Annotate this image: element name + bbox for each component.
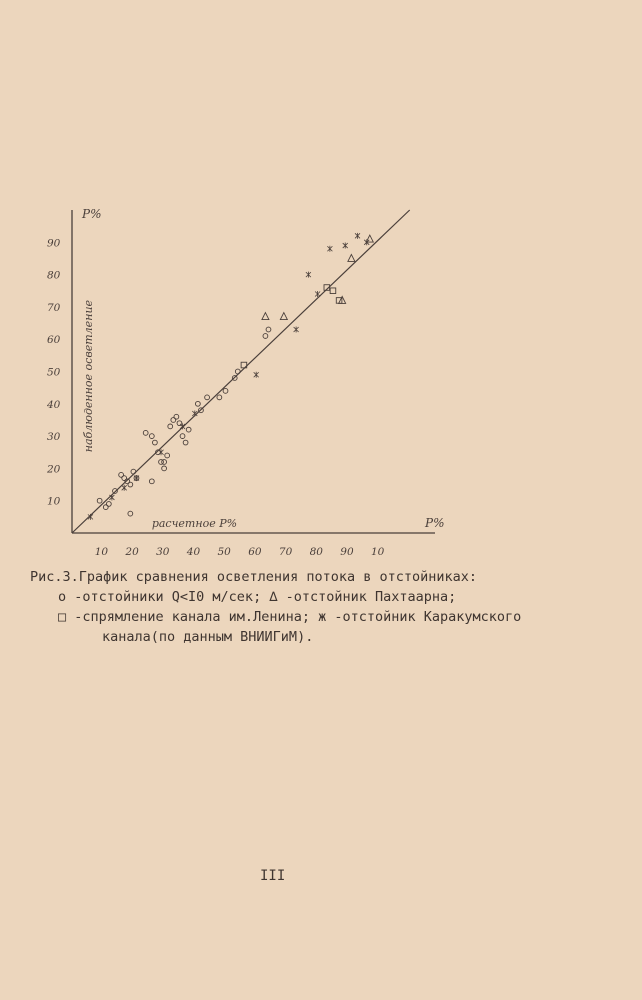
circle-point (223, 388, 228, 393)
x-tick-label: 80 (309, 546, 323, 558)
x-tick-label: 70 (278, 546, 293, 558)
circle-point (128, 511, 133, 516)
circle-point (180, 434, 185, 439)
circle-point (162, 460, 167, 465)
y-tick-label: 10 (47, 495, 61, 508)
star-point (122, 485, 127, 491)
star-point (109, 494, 114, 500)
y-tick-label: 30 (47, 431, 61, 444)
reference-line (72, 210, 410, 533)
circle-point (162, 466, 167, 471)
y-tick-label: 80 (47, 269, 61, 282)
caption-title: Рис.3.График сравнения осветления потока в отстойниках: (30, 569, 478, 585)
y-tick-label: 60 (47, 334, 61, 347)
triangle-point (348, 254, 355, 261)
y-tick-label: 90 (47, 237, 61, 250)
star-point (343, 243, 348, 249)
star-point (327, 246, 332, 252)
circle-point (263, 334, 268, 339)
star-point (355, 233, 360, 239)
circle-point (174, 414, 179, 419)
circle-point (235, 369, 240, 374)
square-point (330, 288, 336, 294)
y-tick-label: 70 (47, 301, 61, 314)
circle-point (152, 440, 157, 445)
page-number: III (260, 868, 286, 884)
circle-point (97, 498, 102, 503)
triangle-point (280, 313, 287, 320)
star-point (315, 291, 320, 297)
caption-legend-2: □ -спрямление канала им.Ленина; ж -отстойник Каракумского (58, 609, 522, 625)
circle-point (131, 469, 136, 474)
y-axis-unit-label: P% (82, 207, 102, 221)
y-axis-label: наблюденное осветление (82, 299, 95, 453)
circle-point (149, 434, 154, 439)
star-point (134, 475, 139, 481)
scatter-chart (40, 190, 445, 570)
circle-point (266, 327, 271, 332)
x-tick-label: 10 (94, 546, 109, 558)
star-point (294, 327, 299, 333)
y-tick-label: 50 (47, 366, 61, 379)
caption-legend-3: канала(по данным ВНИИГиМ). (102, 629, 314, 645)
circle-point (149, 479, 154, 484)
circle-point (106, 502, 111, 507)
circle-point (168, 424, 173, 429)
x-axis-unit-label: P% (425, 516, 445, 530)
triangle-point (366, 235, 373, 242)
star-point (254, 372, 259, 378)
circle-point (165, 453, 170, 458)
figure-caption (30, 567, 610, 647)
x-tick-label: 40 (186, 546, 201, 558)
caption-legend-1: о -отстойники Q<I0 м/сек; ∆ -отстойник Пахтаарна; (58, 589, 457, 605)
circle-point (143, 430, 148, 435)
x-tick-label: 60 (248, 546, 262, 558)
circle-point (217, 395, 222, 400)
circle-point (186, 427, 191, 432)
circle-point (205, 395, 210, 400)
x-tick-label: 30 (156, 546, 170, 558)
star-point (159, 449, 164, 455)
circle-point (128, 482, 133, 487)
y-tick-label: 40 (47, 398, 61, 411)
y-tick-label: 20 (47, 463, 61, 476)
circle-point (183, 440, 188, 445)
x-tick-label: 50 (217, 546, 231, 558)
x-tick-label: 10 (371, 546, 385, 558)
circle-point (195, 401, 200, 406)
star-point (306, 272, 311, 278)
x-tick-label: 90 (340, 546, 354, 558)
x-axis-label: расчетное P% (151, 517, 238, 530)
x-tick-label: 20 (125, 546, 139, 558)
triangle-point (262, 313, 269, 320)
